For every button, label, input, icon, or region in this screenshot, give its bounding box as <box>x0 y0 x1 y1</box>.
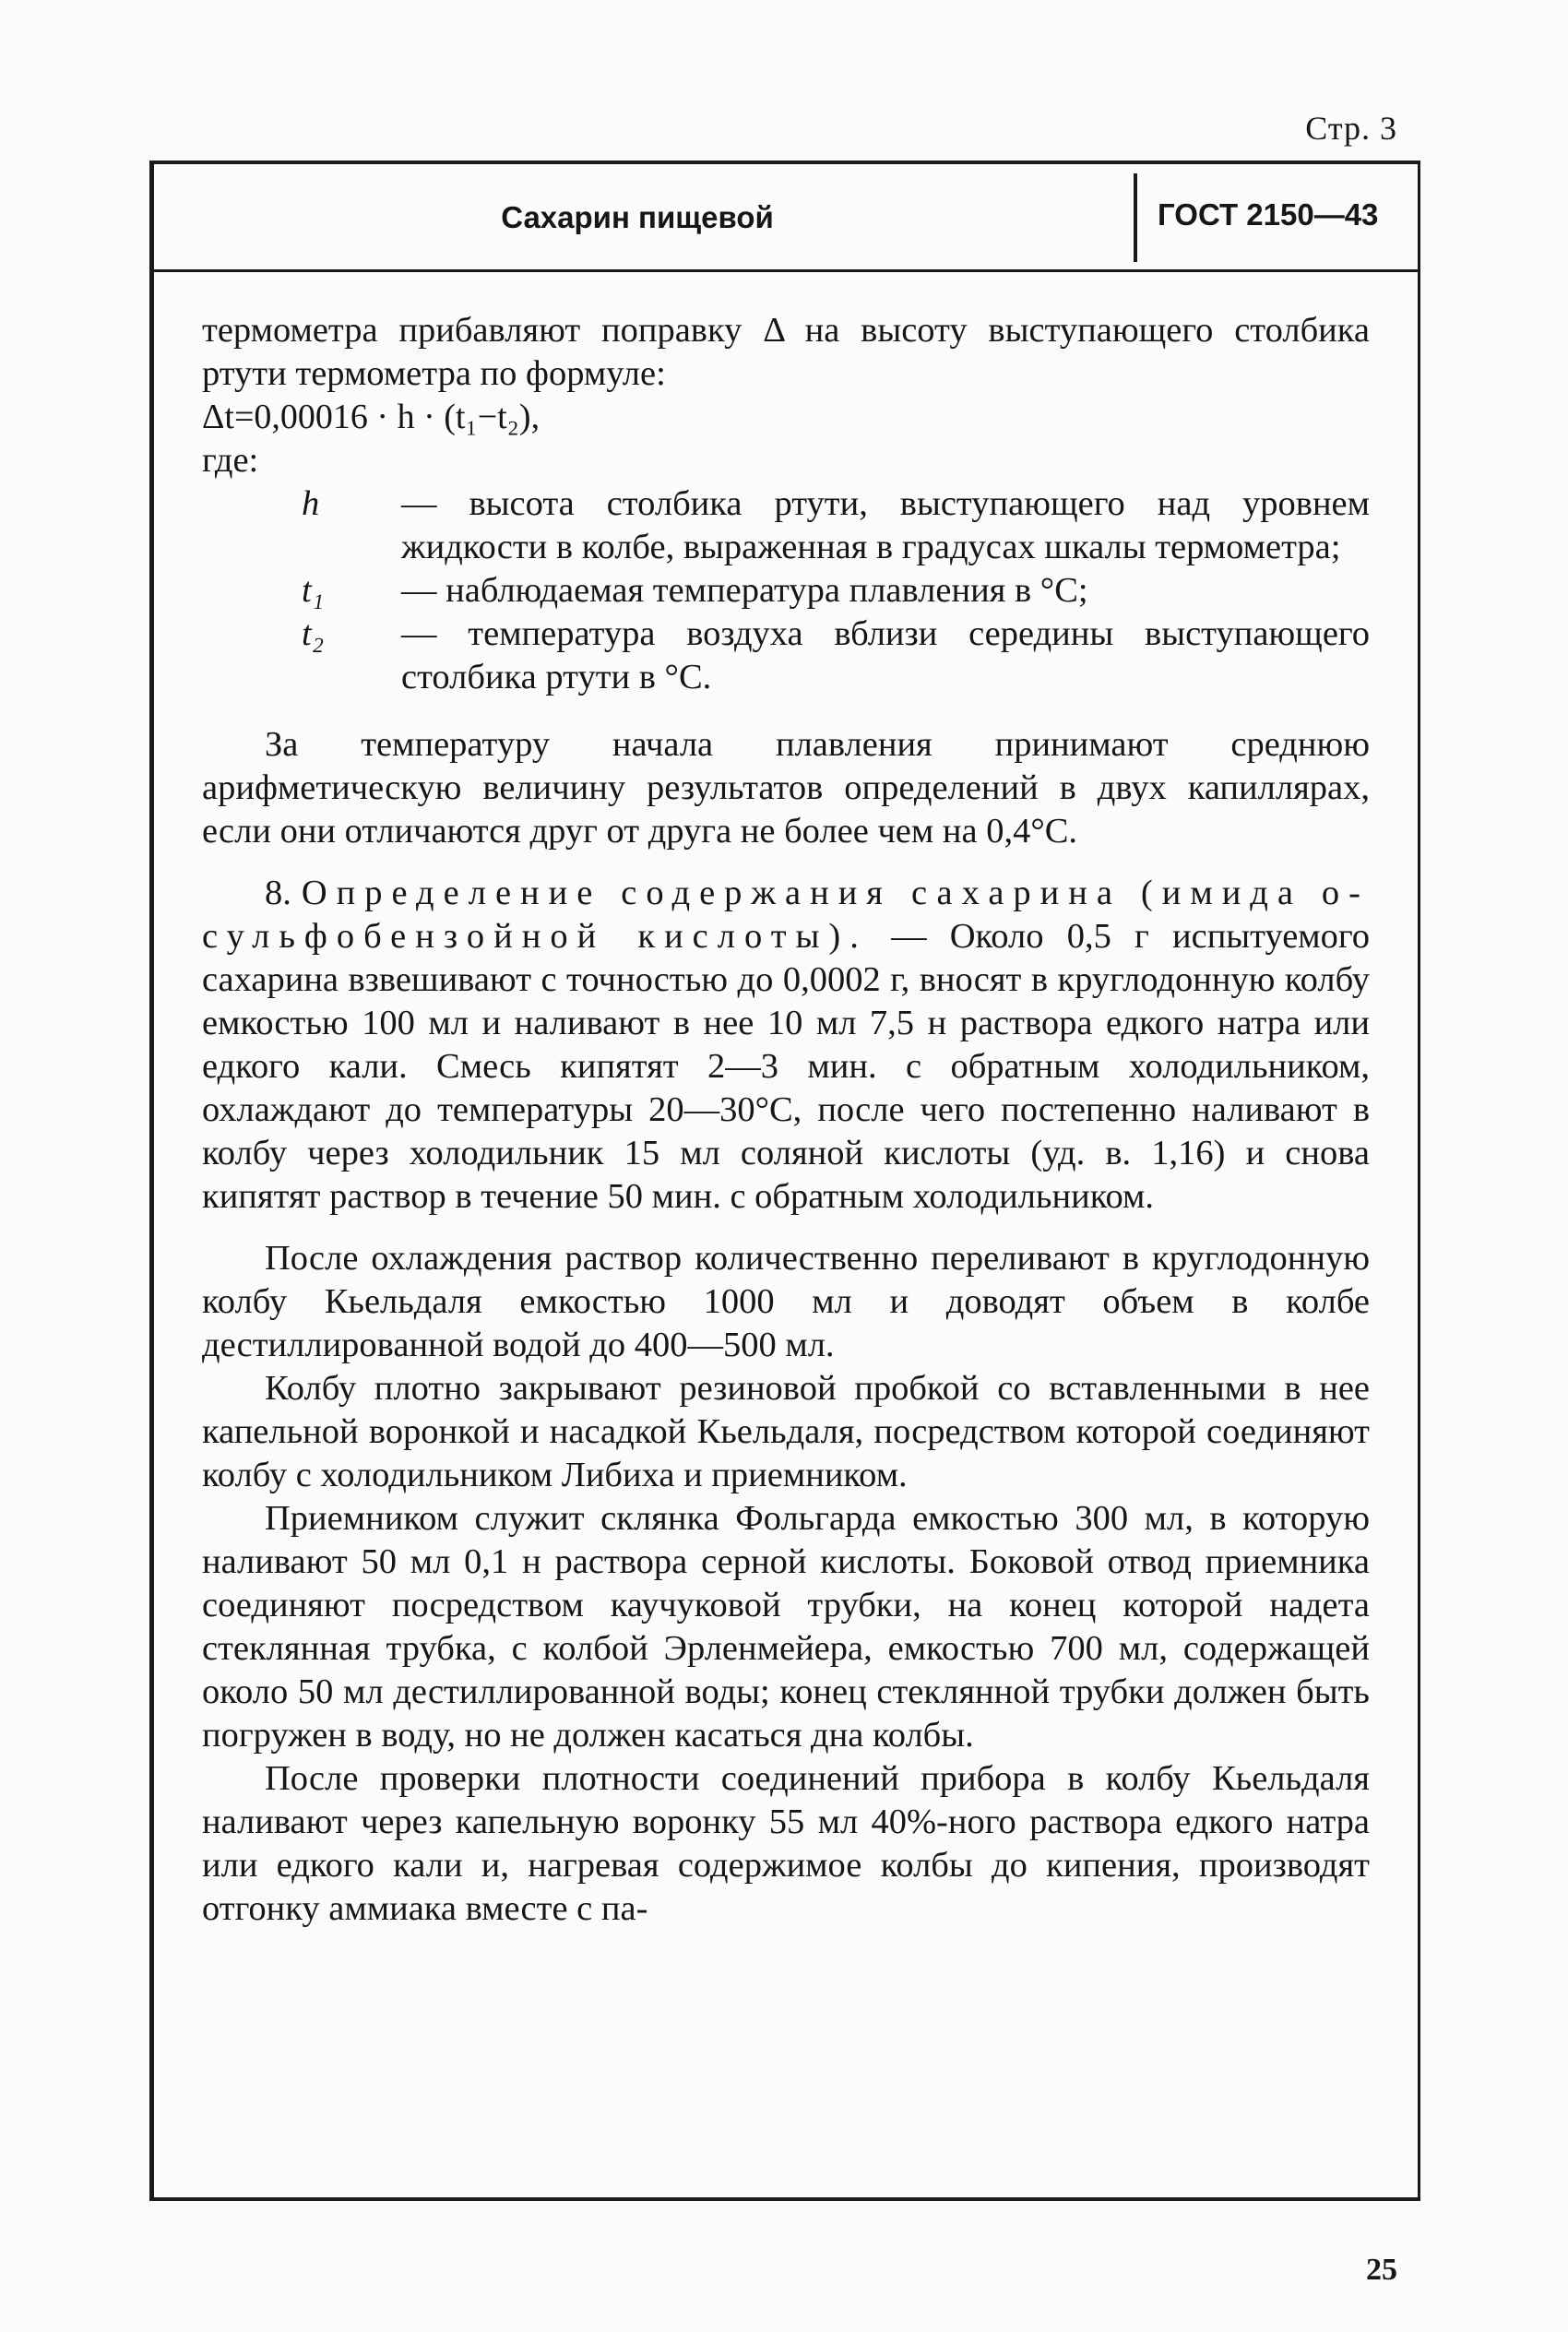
variable-symbol: t₁ <box>302 571 325 610</box>
header-divider <box>1134 173 1137 262</box>
paragraph-melting-start: За температуру начала плавления принимают среднюю арифметическую величину результатов определений в двух капиллярах, если они отличаются друг от друга не более чем на 0,4°С. <box>202 725 1370 851</box>
standard-number: ГОСТ 2150—43 <box>1158 197 1379 232</box>
document-body <box>154 272 1418 1931</box>
variable-description: — температура воздуха вблизи середины выступающего столбика ртути в °С. <box>401 614 1370 696</box>
section-8 <box>202 872 1370 1219</box>
variable-definition <box>202 482 1370 569</box>
variable-description: — высота столбика ртути, выступающего над уровнем жидкости в колбе, выраженная в градусах шкалы термометра; <box>401 484 1370 566</box>
page-number: 25 <box>1366 2253 1397 2287</box>
paragraph-thermometer-correction: термометра прибавляют поправку Δ на высоту выступающего столбика ртути термометра по формуле: <box>202 311 1370 393</box>
variable-definition <box>202 613 1370 699</box>
where-label: где: <box>202 441 259 480</box>
section-number: 8. <box>265 874 291 912</box>
paragraph-kjeldahl-transfer: После охлаждения раствор количественно переливают в круглодонную колбу Кьельдаля емкостью 1000 мл и доводят объем в колбе дестиллированной водой до 400—500 мл. <box>202 1239 1370 1364</box>
correction-formula: Δt=0,00016 · h · (t₁−t₂), <box>202 398 540 436</box>
page-label: Стр. 3 <box>1305 110 1397 147</box>
page-frame <box>149 161 1420 2201</box>
variable-symbol: t₂ <box>302 614 325 653</box>
variable-definition <box>202 569 1370 613</box>
section-text: — Около 0,5 г испытуемого сахарина взвешивают с точностью до 0,0002 г, вносят в круглодонную колбу емкостью 100 мл и наливают в нее 10 мл 7,5 н раствора едкого натра или едкого кали. Смесь кипятят 2—3 мин. с обратным холодильником, охлаждают до температуры 20—30°С, после чего постепенно наливают в колбу через холодильник 15 мл соляной кислоты (уд. в. 1,16) и снова кипятят раствор в течение 50 мин. с обратным холодильником. <box>202 917 1371 1216</box>
paragraph-distillation: После проверки плотности соединений прибора в колбу Кьельдаля наливают через капельную воронку 55 мл 40%-ного раствора едкого натра или едкого кали и, нагревая содержимое колбы до кипения, производят отгонку аммиака вместе с па- <box>202 1759 1370 1928</box>
paragraph-flask-closure: Колбу плотно закрывают резиновой пробкой со вставленными в нее капельной воронкой и насадкой Кьельдаля, посредством которой соединяют колбу с холодильником Либиха и приемником. <box>202 1369 1370 1494</box>
variable-description: — наблюдаемая температура плавления в °С; <box>401 571 1088 610</box>
variable-symbol: h <box>302 484 320 523</box>
document-header <box>154 161 1418 272</box>
document-title: Сахарин пищевой <box>501 200 774 234</box>
paragraph-receiver: Приемником служит склянка Фольгарда емкостью 300 мл, в которую наливают 50 мл 0,1 н раствора серной кислоты. Боковой отвод приемника соединяют посредством каучуковой трубки, на конец которой надета стеклянная трубка, с колбой Эрленмейера, емкостью 700 мл, содержащей около 50 мл дестиллированной воды; конец стеклянной трубки должен быть погружен в воду, но не должен касаться дна колбы. <box>202 1499 1370 1755</box>
section-heading: Определение содержания сахарина (имида о-сульфобензойной кислоты). <box>202 874 1370 956</box>
